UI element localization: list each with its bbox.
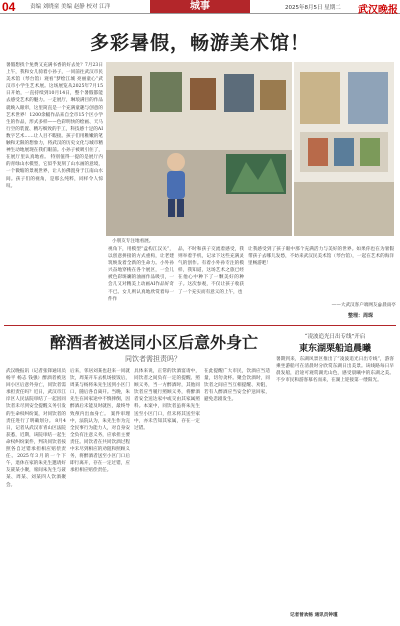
section-banner: 城事: [150, 0, 250, 13]
story2-column-4: 在此提醒广大市民，饮酒应当适量，切勿贪杯。聚会饮酒时，同饮者之间应当互相提醒、劝阻，若有人醉酒应当安全护送回家，避免悲剧发生。: [204, 369, 270, 403]
photo-child-viewing: [106, 62, 292, 236]
story2-col4-text: 案件审理中，法院认为，朱先生作为完全民事行为能力人，对自身安全负有注意义务，应承担主要责任。同饮者在共同饮酒过程中未尽到相应的劝阻和照顾义务，将醉酒者送至小区门口后即行离开，存在一定过错，应承担相应赔偿责任。: [70, 411, 130, 474]
issue-date: 2025年8月5日 星期二: [285, 5, 341, 11]
story1-column-4: 让我感受到了孩子眼中那个充满活力与美好的世界。如果你也在为暑假带孩子去哪儿发愁，不妨来武汉民美术馆（琴台馆），一起在艺术的海洋里畅游吧！: [248, 247, 394, 267]
sidebar-credit: 记者曾欢畅 通讯员钟瑾: [290, 613, 338, 618]
masthead-logo: 武汉晚报: [358, 5, 398, 16]
story2-col3-text: 后来，邻居刘某也赶来一同就饮，周某开车去机场接饭后，周某与杨将朱先生送到小区门口，随后各自离开。当晚，朱先生在回家途中不慎摔倒，因醉酒后未能及时就医，最终导致颅内出血身亡。: [70, 369, 130, 417]
story2-column-2: [70, 368, 130, 622]
sidebar-body: 暑期到来，东湖风景区推出了“凌波追光日出专线”，游客乘坐游船可在清晨时分欣赏东湖日出美景。该线路每日早晨发船，沿途可观赏湖光山色，感受晨曦中的东湖之美。不少市民和游客慕名而来，在湖上迎接第一缕阳光。: [276, 357, 394, 384]
photo-hall-illustration: [294, 62, 394, 236]
story2-col1-text: 武汉晚报讯（记者张锋通讯员杨平 杨志 钱强）醉酒者被送回小区后意外身亡，同饮者需承担责任吗？近日，武汉市江岸区人民法院审结了一起因同饮者未尽到安全提醒义务引发的生命权纠纷案，对同饮者的责任进行了明确划分。: [6, 369, 66, 424]
story1-col1-more: 特别值得一提的是展厅内的青绿山水模型，它似乎复刻了山水画的意境，一个微缩的景观世界，让人仿佛置身于江南山水间。孩子们的视角，是那么纯粹，同样令人惊叹。: [6, 155, 103, 189]
subheadline-drunk-case: 同饮者需担责吗？: [125, 355, 181, 363]
story2-column-1: [6, 368, 66, 622]
headline-exhibition: 多彩暑假，畅游美术馆！: [89, 32, 310, 54]
section-divider: [4, 325, 396, 326]
story2-col2-text: 8月4日，记者从武汉市青山区法院获悉，近期，该院审结一起生命权纠纷案件，判决同饮者按照各自过错承担相应赔偿责任。2025年3月的一个下午，退休在家的朱先生邀请好友聂某小聚，席间朱先生与聂某、周某、刘某四人饮酒聚会。: [6, 418, 66, 488]
sidebar-headline: 東东湖栗船追晨曦: [298, 344, 371, 354]
page-number: 04: [2, 0, 16, 14]
story1-col1-text: 暑假想找个免费又充满书香的好去处？7月23日上午，我和女儿骑着小孙子，一同前往武汉市民美术馆（琴台馆）观看“梦绘江城 亮丽童心”武汉市小学生艺术展。这场展览从2025年7月15日开始，一直持续到10月14日，整个暑假都能去感受艺术的魅力。一走展厅，琳琅满目的作品就映入眼帘，这里简直是一个充满童趣与创意的艺术世界！1200余幅作品来自全市15个区小学生的作品，形式多样——色彩明快的绘画、天马行空的装置、精巧细致的手工，科技感十足的AI数字艺术……让人目不暇接。孩子们用稚嫩的笔触和无限的想象力，将武汉的历史文化与城市精神生动地展现在我们眼前。小孙子被吸引住了，在展厅里认真地看。: [6, 63, 103, 161]
photo-illustration: [106, 62, 292, 236]
story1-column-3: 品，不时和孩子交流着感受，我则举着手机，记录下这些充满灵气的创作。有着小外孙专注的模样，我知道，这场艺术之旅已经在他心中种下了一颗美好的种子。这次参观，不仅让孩子收获了一个充实而有意义的上午，也: [178, 247, 244, 295]
photo-exhibition-hall: [294, 62, 394, 236]
page-header: [0, 0, 400, 14]
story1-column-1: [6, 62, 103, 324]
story1-column-2: 视角下，用模型“盒构江汉关”，以创意拼接的方式重构，让老建筑焕发着全新的生命力。小外孙兴奋地穿梭在各个展区，一会儿被色彩斑斓的油画作品吸引，一会儿又对精美上动画AI作品好奇不已。女儿则认真地欣赏着每一件作: [108, 247, 174, 302]
story1-editor-credit: 整理：周琛: [348, 313, 374, 319]
story2-column-3: 具体来说，正常的饮酒宴请中，同饮者之间负有一定的提醒、照顾义务，当一方醉酒时，其他同饮者应当履行照顾义务，将醉酒者安全送达家中或交由其家属照料。本案中，同饮者虽将朱先生送至小区门口，但未将其送至家中，亦未告知其家属，存在一定过错。: [134, 369, 200, 431]
editor-credits: 责编 刘晓童 美编 赵静 校对 江洋: [30, 4, 111, 10]
sidebar-kicker: “凌波追光日出专线”开启: [304, 334, 366, 340]
photo-caption: 小朋友专注地看展。: [112, 239, 154, 244]
story1-byline: ——大武汉客户端网友@晨雨亭: [331, 303, 396, 308]
headline-drunk-case: 醉酒者被送同小区后意外身亡: [50, 333, 259, 352]
